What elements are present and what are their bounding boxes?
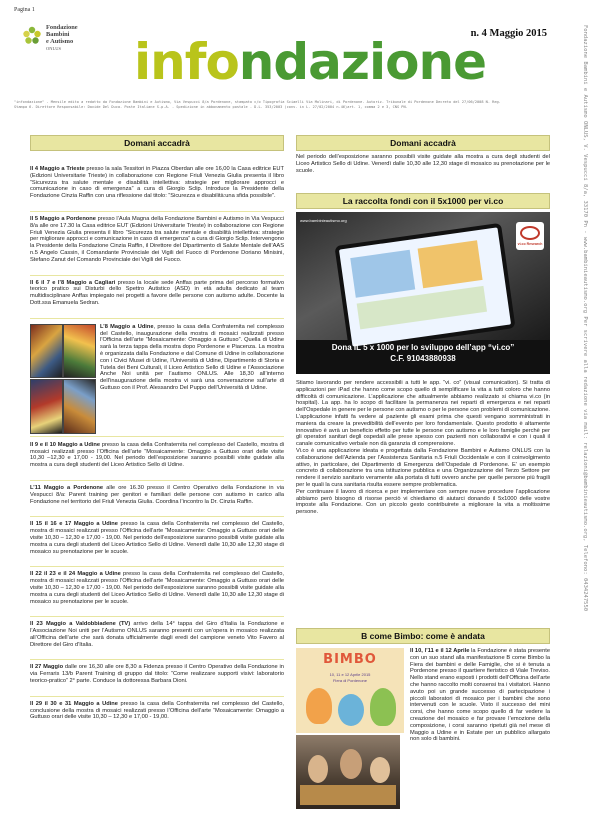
article-lead: Il 23 Maggio a Valdobbiadene (TV)	[30, 621, 131, 628]
logo-line1: Fondazione	[46, 24, 78, 31]
masthead-part2: ndazione	[238, 33, 487, 91]
logo-line4: ONLUS	[46, 46, 62, 51]
vico-logo	[516, 222, 544, 250]
article-udine-22-24	[30, 571, 284, 605]
article-lead: Il 27 Maggio	[30, 664, 64, 671]
poster-dates: 10, 11 e 12 Aprile 2015	[329, 672, 371, 677]
vico-article	[296, 380, 550, 516]
article-body: presso la locale sede Anffas parte prima del percorso formativo teorico pratico sui Disturbi dello Spettro Autistico (ASD) in età adulta dedicato al team multidisciplinare Anffas impiegato nei progetti a favore delle persone con autismo adulte. Docente la Dott.ssa Emanuela Sedran.	[30, 279, 284, 306]
article-lead: L’8 Maggio a Udine	[100, 323, 154, 330]
article-fidenza	[30, 664, 284, 684]
fundraising-heading: La raccolta fondi con il 5x1000 per vi.co	[296, 193, 550, 209]
person-figure	[370, 757, 390, 783]
bimbo-stand-photo	[296, 735, 400, 809]
masthead-part1: info	[133, 33, 239, 91]
vico-body-3: Per continuare il lavoro di ricerca e per implementare con sempre nuove procedure l’applicazione abbiamo però bisogno di risorse perciò vi chiediamo di aiutarci donando il 5x1000 delle vostre imposte alla Fondazione. Con un piccolo gesto contribuirete a migliorare la vita a moltissime persone.	[296, 488, 550, 516]
vertical-contact-strip	[576, 25, 590, 805]
article-body: presso la casa della Confraternita nel complesso del Castello, mostra di mosaici realizzati presso l’Officina dell’arte “Mosaicamente: Omaggio a Guttuso orari delle visite 10,30 – 12,30 e 17,00 - 19,00. Nel periodo dell’esposizione saranno possibili visite guidate alla mostra a cura degli studenti del Liceo Artistico Sello di Udine. Venerdì dalle 10,30 alle 12,30 stage di mosaico su prenotazione per le scuole.	[30, 521, 284, 555]
screen-panel	[350, 250, 415, 298]
mosaic-image-4	[63, 379, 96, 434]
article-body: , presso la casa della Confraternita nel complesso del Castello, inaugurazione della mostra di mosaici realizzati presso l’Officina dell’arte “Mosaicamente: Omaggio a Guttuso”. Quella di Udine sarà la terza tappa della mostra dopo Pordenone e Piacenza. La mostra è organizzata dalla Fondazione e dal Comune di Udine in collaborazione con i Civici Musei di Udine, l’Università di Udine, Dipartimento di Storia e Tutela dei Beni Culturali, il Liceo Artistico Sello di Udine e l’Associazione Anche Noi unità per l’autismo ONLUS. Alle 18,30 all’interno dell’inaugurazione della mostra vi sarà una conversazione sull’arte di Guttuso con il Prof. Alessandro Del Puppo dell’Università di Udine.	[100, 323, 284, 391]
article-valdobbiadene	[30, 621, 284, 648]
article-body: dalle ore 16,30 alle ore 8,30 a Fidenza presso il Centro Operativo della Fondazione in via Ferraris 13/b Parent Training di gruppo dal titolo: “Come realizzare supporti visivi: laboratorio teorico-pratico” 2° parte. Conduce la dottoressa Barbara Dioni.	[30, 664, 284, 685]
table-with-mosaics	[300, 785, 396, 805]
bimbo-heading: B come Bimbo: come è andata	[296, 628, 550, 644]
article-lead: Il 29 il 30 e 31 Maggio a Udine	[30, 700, 118, 707]
article-udine-29-31	[30, 701, 284, 721]
flower-logo-icon	[22, 26, 42, 46]
poster-title: BIMBO	[323, 652, 377, 667]
article-lead: L’11 Maggio a Pordenone	[30, 484, 104, 491]
person-figure	[340, 749, 362, 779]
article-trieste	[30, 166, 284, 200]
article-body: presso la casa della Confraternita nel complesso del Castello, conclusione della mostra di mosaici realizzati presso l’Officina dell’arte “Mosaicamente: Omaggio a Guttuso orari delle visite 10,30 – 12,30 e 17,00 - 19,00.	[30, 700, 284, 721]
logo-line3: e Autismo	[46, 38, 74, 45]
masthead-title	[90, 34, 530, 90]
right-section-heading: Domani accadrà	[296, 135, 550, 151]
right-intro: Nel periodo dell’esposizione saranno possibili visite guidate alla mostra a cura degli studenti del Liceo Artistico Sello di Udine. Venerdì dalle 10,30 alle 12,30 stage di mosaico su prenotazione per le scuole.	[296, 154, 550, 174]
bimbo-article-text	[410, 648, 550, 743]
vertical-contact-text: Fondazione Bambini e Autismo ONLUS, V. Vespucci 8/a, 33170 Pn - www.bambinieautismo.org Per scrivere alla redazione via mail: relazioni@bambinieautismo.org, Telefono: 0434247550	[582, 25, 588, 612]
article-udine-15-17	[30, 521, 284, 555]
article-udine-8	[30, 324, 284, 436]
article-cagliari	[30, 280, 284, 307]
article-text	[100, 324, 284, 392]
article-body: presso la sala Tessitori in Piazza Oberdan alle ore 16,00 la Casa editrice EUT (Edizioni Universitarie Trieste) in collaborazione con Regione Friuli Venezia Giulia presenta il libro “Sicurezza tra salute mentale e disabilità intellettiva: strategie per migliorare approcci e comunicazione in caso di emergenza” a cura di Giorgio Sclip. Introduce la Presidente della Fondazione Cinzia Raffin con una riflessione dal titolo: “Sicurezza e disabilità:una sfida possibile”.	[30, 166, 284, 200]
child-figure	[370, 688, 396, 726]
left-section-heading: Domani accadrà	[30, 135, 284, 151]
eye-icon	[520, 226, 540, 240]
bimbo-poster-image	[296, 648, 404, 733]
article-lead: Il 22 il 23 e il 24 Maggio a Udine	[30, 571, 121, 578]
vico-body-2: Vi.co è una applicazione ideata e progettata dalla Fondazione Bambini e Autismo ONLUS con la collaborazione dell’Azienda per l’Assistenza Sanitaria n.5 Friuli Occidentale e con il coinvolgimento attivo, in particolare, dei Dipartimento di Emergenza dell’Ospedale di Pordenone. E’ un esempio concreto di collaborazione tra una istituzione pubblica e una Organizzazione del Terzo Settore per rendere il servizio sanitario veramente alla portata di tutti ovvero anche per quelle persone più fragili per le quali la cura sanitaria risulta essere sempre problematica.	[296, 447, 550, 488]
mosaic-image-3	[30, 379, 63, 434]
article-udine-9-10	[30, 442, 284, 469]
article-pordenone-5	[30, 216, 284, 264]
article-body: presso la casa della Confraternita nel complesso del Castello, mostra di mosaici realizzati presso l’Officina dell’arte “Mosaicamente: Omaggio a Guttuso orari delle visite 10,30 –12,30 e 17,00 - 19,00. Nel periodo dell’esposizione saranno possibili visite guidate alla mostra a cura degli studenti del Liceo Artistico Sello di Udine.	[30, 441, 285, 469]
legal-notice: "infondazione" - Mensile edito a redatto da Fondazione Bambini e Autismo, Via Vespucci 8/a Pordenone, stampato c/o Tipografia Sciaelli Via Molinari, di Pordenone. Autoriz. Tribunale di Pordenone Decreto del 27/06/2008 N. Reg. Stampa 6. Direttore Responsabile: Davide Del Duca. Poste Italiane S.p.A. - Spedizione in abbonamento postale - D.L. 353/2003 (conv. in L. 27/02/2004 n.46)art. 1, comma 2 e 3, CNS PN.	[14, 100, 501, 110]
mosaic-image-2	[63, 324, 96, 378]
right-column	[296, 135, 550, 174]
mosaic-images	[30, 324, 96, 434]
bimbo-article-top	[410, 648, 550, 743]
page-number: Pagina 1	[14, 7, 35, 13]
article-body: presso l’Aula Magna della Fondazione Bambini e Autismo in Via Vespucci 8/a alle ore 17.30 la Casa editrice EUT (Edizioni Universitarie Trieste) in collaborazione con Regione Friuli Venezia Giulia presenta il libro “Sicurezza tra salute mentale e disabilità intellettiva: strategie per migliorare approcci e comunicazione in caso di emergenza” a cura di Giorgio Sclip. Intervengono la Presidente della Fondazione Cinzia Raffin, il Direttore del Dipartimento di Salute Mentale dell’AAS n.5 Angelo Cassin, il Comandante Provinciale dei Vigili del Fuoco di Pordenone Doriano Minisini, Stefano Zanut del Comando Provinciale dei Vigili del Fuoco.	[30, 215, 284, 263]
screen-panel	[418, 240, 483, 288]
child-figure	[338, 694, 364, 726]
article-lead: Il 9 e il 10 Maggio a Udine	[30, 441, 101, 448]
vico-ad-banner	[296, 212, 550, 374]
child-figure	[306, 688, 332, 724]
article-body: arrivo della 14° tappa del Giro d’Italia la Fondazione e l’Associazione Noi uniti per l’Autismo ONLUS saranno presenti con un’opera in mosaico realizzata all’Officina dell’arte che sarà donata ufficialmente dagli eredi del campione veneto Vito Favero al Direttore del Giro d’Italia.	[30, 621, 284, 648]
article-lead: Il 10, l’11 e il 12 Aprile	[410, 648, 470, 654]
tablet-photo	[296, 212, 550, 340]
article-body: presso la casa della Confraternita nel complesso del Castello, mostra di mosaici realizzati presso l’Officina dell’arte “Mosaicamente: Omaggio a Guttuso orari delle visite 10,30 – 12,30 e 17,00 - 19,00. Nel periodo dell’esposizione saranno possibili visite guidate alla mostra a cura degli studenti del Liceo Artistico Sello di Udine. Venerdì dalle 10,30 alle 12,30 stage di mosaico su prenotazione per le scuole.	[30, 571, 284, 605]
logo-line2: Bambini	[46, 31, 70, 38]
left-column	[30, 135, 284, 721]
article-pordenone-11	[30, 485, 284, 505]
article-lead: Il 5 Maggio a Pordenone	[30, 215, 96, 222]
ad-line1: Dona IL 5 x 1000 per lo sviluppo dell’app “vi.co”	[331, 343, 515, 352]
person-figure	[308, 755, 328, 783]
ad-site: www.bambinieautismo.org	[300, 218, 347, 223]
article-lead: Il 15 il 16 e 17 Maggio a Udine	[30, 521, 118, 528]
vico-brand: vi.co Research	[517, 242, 543, 246]
vico-body-1: Stiamo lavorando per rendere accessibili a tutti le app. “vi. co” (visual comunication). Si tratta di applicazioni per iPad che hanno come scopo quello di semplificare la vita a tutti coloro che hanno difficoltà di comunicazione. L’applicazione che attualmente abbiamo realizzato si chiama vi.co (in hospital). La app. ha lo scopo di facilitare la permanenza nei reparti di emergenza e nei reparti dell’Ospedale in genere per le persone con autismo o per le persone con problemi di comunicazione. L’applicazione infatti fa vedere al paziente gli esami prima che questi vengano somministrati in maniera da creare la prevedibilità dell’evento per loro fondamentale. Questo prodotto è altamente innovativo è avrà un beneficio effetto per tutte le persone con autismo e le loro famiglie perchè per gli operatori sanitari degli ospedali alle prese spesso con pazienti non collaborativi e con i quali il canale comunicativo verbale non dà garanzia di comprensione.	[296, 380, 550, 448]
ad-caption	[296, 342, 550, 364]
article-lead: Il 4 Maggio a Trieste	[30, 166, 85, 172]
article-body: alle ore 16.30 presso il Centro Operativo della Fondazione in via Vespucci 8/a: Parent training per genitori e familiari delle persone con autismo in carico alla Fondazione nel territorio del Friuli Venezia Giulia. Coordina l’incontro la Dr. Cinzia Raffin.	[30, 484, 285, 505]
article-lead: Il 6 il 7 e l’8 Maggio a Cagliari	[30, 279, 116, 286]
poster-place: Fiera di Pordenone	[332, 678, 368, 683]
article-body: la Fondazione è stata presente con un suo stand alla manifestazione B come Bimbo la Fiera dei bambini e delle Famiglie, che si è tenuta a Pordenone presso il quartiere fieristico di Viale Treviso. Nello stand erano esposti i prodotti dell’Officina dell’arte che hanno raccolto molti consensi tra i visitatori. Hanno avuto poi un grande successo di partecipazione i piccoli laboratori di mosaico per i bambini che sono intervenuti con le scuole. Visto il successo dei mini corsi, che hanno come scopo quello di far vedere la creazione del mosaico e far provare l’emozione della composizione, i corsi saranno ripetuti già nel mese di Maggio a Udine e in Estate per un pubblico allargato non solo di bambini.	[410, 648, 550, 743]
issue-number: n. 4 Maggio 2015	[470, 28, 547, 39]
ad-line2: C.F. 91043880938	[390, 354, 456, 363]
tablet-screen	[334, 223, 515, 351]
mosaic-image-1	[30, 324, 63, 378]
